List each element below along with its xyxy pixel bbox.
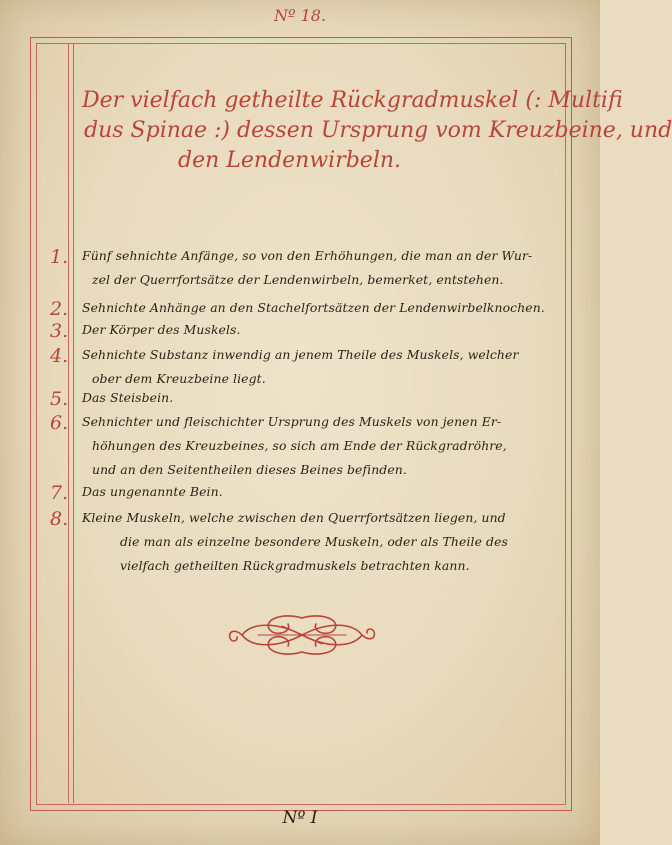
entry-text (82, 244, 572, 292)
entry-text (82, 343, 572, 391)
title-line-3: den Lendenwirbeln. (178, 148, 402, 173)
entry-number: 1. (50, 246, 69, 268)
page-number: Nº 18. (273, 6, 327, 25)
entry-number: 5. (50, 388, 69, 410)
entry-line: Das Steisbein. (82, 390, 174, 405)
entry-line: Fünf sehnichte Anfänge, so von den Erhöhungen, die man an der Wur- (82, 248, 533, 263)
entry-line: und an den Seitentheilen dieses Beines befinden. (92, 462, 407, 477)
entry-number: 4. (50, 345, 69, 367)
entry-text (82, 480, 572, 504)
entry-number: 7. (50, 482, 69, 504)
entry-line: ober dem Kreuzbeine liegt. (92, 371, 266, 386)
entry-text (82, 506, 572, 578)
entry-line: Sehnichter und fleischichter Ursprung des Muskels von jenen Er- (82, 414, 502, 429)
page-title (78, 86, 672, 176)
entry-line: Das ungenannte Bein. (82, 484, 223, 499)
entry-text (82, 318, 572, 342)
calligraphic-flourish-ornament (222, 610, 382, 660)
entry-number: 6. (50, 412, 69, 434)
title-line-1: Der vielfach getheilte Rückgradmuskel (: Multifi (82, 88, 623, 113)
entry-line: Sehnichte Anhänge an den Stachelfortsätzen der Lendenwirbelknochen. (82, 300, 545, 315)
entry-text (82, 386, 572, 410)
entry-text (82, 296, 572, 320)
entry-line: die man als einzelne besondere Muskeln, oder als Theile des (120, 534, 508, 549)
entry-number: 3. (50, 320, 69, 342)
entry-number: 2. (50, 298, 69, 320)
entry-line: Sehnichte Substanz inwendig an jenem Theile des Muskels, welcher (82, 347, 519, 362)
entry-line: höhungen des Kreuzbeines, so sich am Ende der Rückgradröhre, (92, 438, 507, 453)
title-line-2: dus Spinae :) dessen Ursprung vom Kreuzbeine, und (84, 118, 672, 143)
entry-number: 8. (50, 508, 69, 530)
catchword: Nº I (282, 808, 318, 828)
entry-line: zel der Querrfortsätze der Lendenwirbeln, bemerket, entstehen. (92, 272, 504, 287)
entry-text (82, 410, 572, 482)
entry-line: Kleine Muskeln, welche zwischen den Querrfortsätzen liegen, und (82, 510, 506, 525)
entry-line: Der Körper des Muskels. (82, 322, 241, 337)
margin-rule-left (68, 43, 69, 803)
margin-rule-right (73, 43, 74, 803)
entry-line: vielfach getheilten Rückgradmuskels betrachten kann. (120, 558, 470, 573)
